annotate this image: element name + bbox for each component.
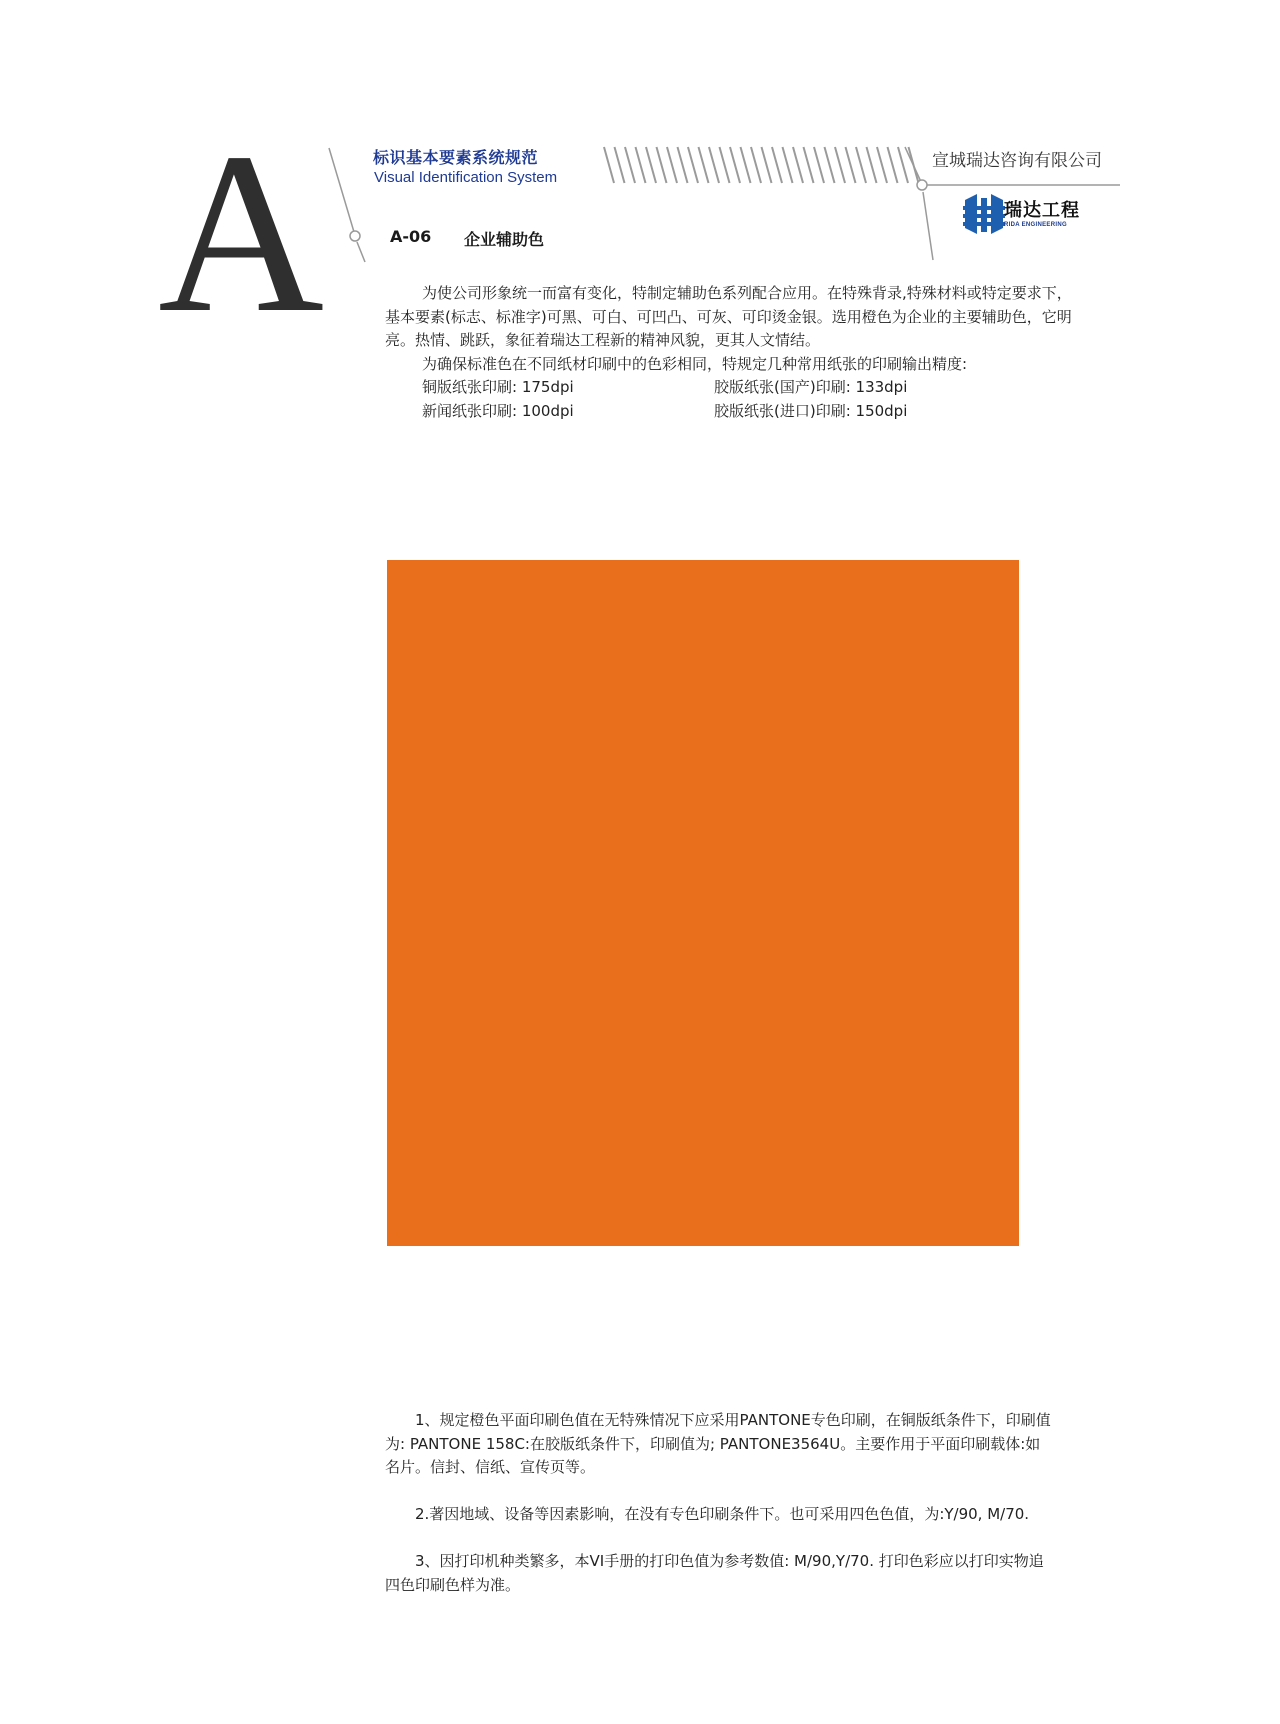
dpi-item: 胶版纸张(国产)印刷: 133dpi [714, 378, 908, 396]
logo-wordmark-en: RIDA ENGINEERING [1004, 222, 1067, 228]
orange-color-swatch [387, 560, 1019, 1246]
intro-paragraph: 为确保标准色在不同纸材印刷中的色彩相同，特规定几种常用纸张的印刷输出精度: [422, 354, 968, 373]
note-paragraph: 1、规定橙色平面印刷色值在无特殊情况下应采用PANTONE专色印刷，在铜版纸条件下，印刷值为: PANTONE 158C:在胶版纸条件下，印刷值为; PANTONE3564U。主要作用于平面印刷载体:如名片。信封、信纸、宣传页等。 [385, 1411, 1051, 1476]
manual-title-cn: 标识基本要素系统规范 [373, 148, 539, 167]
dpi-item: 新闻纸张印刷: 100dpi [422, 401, 574, 420]
dpi-item: 胶版纸张(进口)印刷: 150dpi [714, 401, 908, 420]
manual-title-en: Visual Identification System [374, 169, 558, 186]
dpi-row [385, 400, 1075, 424]
section-code: A-06 [390, 227, 432, 246]
note-paragraph: 2.著因地域、设备等因素影响，在没有专色印刷条件下。也可采用四色色值，为:Y/90, M/70. [415, 1505, 1030, 1523]
section-letter: A [158, 105, 325, 360]
dpi-item: 铜版纸张印刷: 175dpi [422, 378, 574, 396]
color-notes [385, 1409, 1055, 1621]
dpi-row [385, 376, 1075, 400]
section-title: 企业辅助色 [464, 230, 545, 249]
intro-text [385, 282, 1075, 423]
company-name: 宣城瑞达咨询有限公司 [932, 151, 1102, 171]
note-paragraph: 3、因打印机种类繁多，本VI手册的打印色值为参考数值: M/90,Y/70. 打印色彩应以打印实物追四色印刷色样为准。 [385, 1552, 1044, 1594]
intro-paragraph: 为使公司形象统一而富有变化，特制定辅助色系列配合应用。在特殊背录,特殊材料或特定要求下，基本要素(标志、标准字)可黑、可白、可凹凸、可灰、可印烫金银。选用橙色为企业的主要辅助色，它明亮。热情、跳跃，象征着瑞达工程新的精神风貌，更其人文情结。 [385, 284, 1072, 349]
logo-wordmark: 瑞达工程 [1004, 200, 1080, 221]
